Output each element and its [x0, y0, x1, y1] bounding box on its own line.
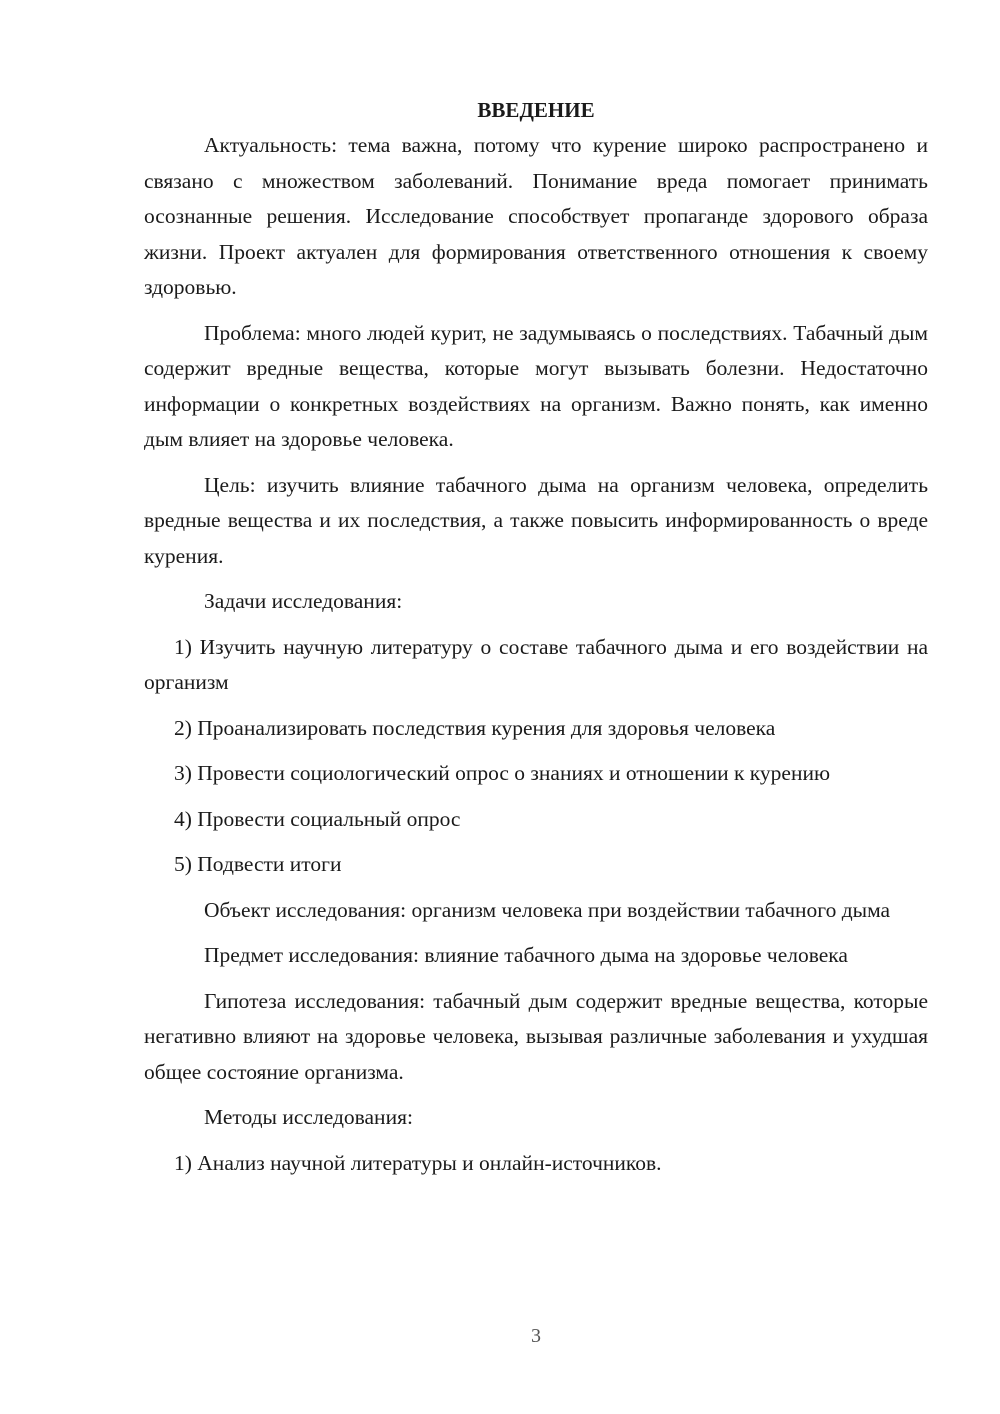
goal-paragraph: Цель: изучить влияние табачного дыма на организм человека, определить вредные вещества и их последствия, а также повысить информированность о вреде курения. — [144, 472, 928, 568]
task-item-5: 5) Подвести итоги — [174, 852, 342, 876]
object-paragraph: Объект исследования: организм человека при воздействии табачного дыма — [204, 897, 891, 922]
document-page — [144, 90, 928, 1191]
relevance-paragraph: Актуальность: тема важна, потому что курение широко распространено и связано с множеством заболеваний. Понимание вреда помогает принимать осознанные решения. Исследование способствует пропаганде здорового образа жизни. Проект актуален для формирования ответственного отношения к своему здоровью. — [144, 133, 928, 299]
tasks-heading: Задачи исследования: — [204, 589, 403, 613]
subject-paragraph: Предмет исследования: влияние табачного дыма на здоровье человека — [204, 943, 848, 967]
problem-paragraph: Проблема: много людей курит, не задумываясь о последствиях. Табачный дым содержит вредные вещества, которые могут вызывать болезни. Недостаточно информации о конкретных воздействиях на организм. Важно понять, как именно дым влияет на здоровье человека. — [144, 320, 928, 451]
hypothesis-paragraph: Гипотеза исследования: табачный дым содержит вредные вещества, которые негативно влияют на здоровье человека, вызывая различные заболевания и ухудшая общее состояние организма. — [144, 988, 928, 1084]
page-number: 3 — [531, 1325, 541, 1347]
document-title: ВВЕДЕНИЕ — [477, 98, 595, 122]
task-item-2: 2) Проанализировать последствия курения для здоровья человека — [174, 715, 776, 740]
task-item-4: 4) Провести социальный опрос — [174, 806, 461, 831]
task-item-3: 3) Провести социологический опрос о знаниях и отношении к курению — [174, 761, 831, 785]
methods-heading: Методы исследования: — [204, 1105, 413, 1129]
task-item-1: 1) Изучить научную литературу о составе табачного дыма и его воздействии на организм — [144, 634, 928, 694]
method-item-1: 1) Анализ научной литературы и онлайн-источников. — [174, 1150, 662, 1175]
